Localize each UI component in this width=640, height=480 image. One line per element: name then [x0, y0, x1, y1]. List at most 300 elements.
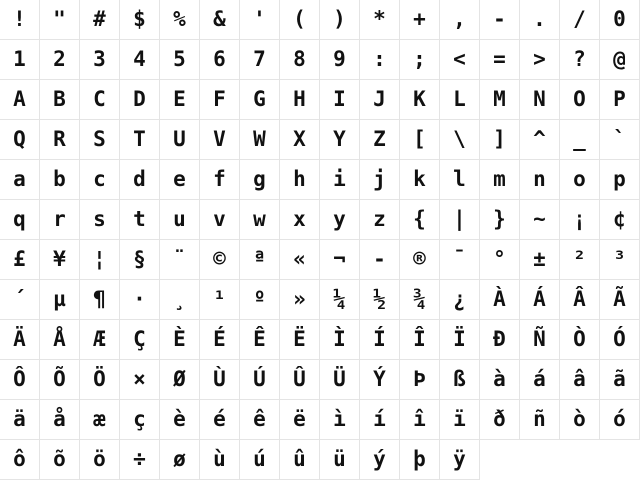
glyph-cell[interactable] — [280, 200, 320, 240]
glyph-label: ~ — [533, 207, 546, 231]
glyph-cell[interactable] — [560, 0, 600, 40]
glyph-label: Ù — [213, 367, 226, 391]
glyph-cell[interactable] — [160, 80, 200, 120]
glyph-cell[interactable] — [320, 360, 360, 400]
glyph-label: Â — [573, 287, 586, 311]
glyph-label: ; — [413, 47, 426, 71]
glyph-cell[interactable] — [360, 80, 400, 120]
glyph-label: ® — [413, 247, 426, 271]
glyph-cell[interactable] — [360, 200, 400, 240]
glyph-cell[interactable] — [40, 40, 80, 80]
glyph-cell[interactable] — [40, 360, 80, 400]
glyph-cell[interactable] — [560, 320, 600, 360]
glyph-cell[interactable] — [200, 360, 240, 400]
glyph-cell[interactable] — [120, 400, 160, 440]
glyph-cell[interactable] — [160, 240, 200, 280]
glyph-label: } — [493, 207, 506, 231]
glyph-cell[interactable] — [240, 80, 280, 120]
glyph-cell[interactable] — [280, 280, 320, 320]
glyph-cell[interactable] — [400, 0, 440, 40]
glyph-label: Ò — [573, 327, 586, 351]
glyph-cell[interactable] — [560, 400, 600, 440]
glyph-label: Å — [53, 327, 66, 351]
glyph-label: ° — [493, 247, 506, 271]
glyph-label: v — [213, 207, 226, 231]
glyph-cell[interactable] — [360, 440, 400, 480]
glyph-cell[interactable] — [160, 440, 200, 480]
glyph-cell[interactable] — [120, 200, 160, 240]
glyph-cell[interactable] — [400, 240, 440, 280]
glyph-cell[interactable] — [80, 400, 120, 440]
glyph-cell[interactable] — [600, 160, 640, 200]
glyph-cell[interactable] — [160, 40, 200, 80]
glyph-cell[interactable] — [520, 320, 560, 360]
glyph-cell[interactable] — [400, 400, 440, 440]
glyph-label: D — [133, 87, 146, 111]
glyph-cell[interactable] — [280, 40, 320, 80]
glyph-cell[interactable] — [440, 320, 480, 360]
glyph-cell[interactable] — [200, 280, 240, 320]
glyph-cell[interactable] — [520, 120, 560, 160]
glyph-cell[interactable] — [440, 440, 480, 480]
glyph-cell[interactable] — [480, 0, 520, 40]
glyph-label: X — [293, 127, 306, 151]
glyph-cell[interactable] — [280, 360, 320, 400]
glyph-cell[interactable] — [160, 280, 200, 320]
glyph-cell[interactable] — [0, 160, 40, 200]
glyph-label: s — [93, 207, 106, 231]
glyph-cell[interactable] — [520, 0, 560, 40]
glyph-cell[interactable] — [240, 360, 280, 400]
glyph-cell[interactable] — [360, 240, 400, 280]
glyph-label: ² — [573, 247, 586, 271]
glyph-cell[interactable] — [600, 200, 640, 240]
glyph-label: 0 — [613, 7, 626, 31]
glyph-label: q — [13, 207, 26, 231]
glyph-cell[interactable] — [440, 0, 480, 40]
glyph-label: B — [53, 87, 66, 111]
glyph-label: § — [133, 247, 146, 271]
glyph-cell[interactable] — [320, 400, 360, 440]
glyph-label: F — [213, 87, 226, 111]
glyph-cell[interactable] — [160, 400, 200, 440]
glyph-cell[interactable] — [480, 320, 520, 360]
glyph-label: k — [413, 167, 426, 191]
glyph-cell[interactable] — [600, 400, 640, 440]
glyph-cell[interactable] — [320, 120, 360, 160]
glyph-cell[interactable] — [240, 0, 280, 40]
glyph-label: > — [533, 47, 546, 71]
glyph-cell[interactable] — [560, 280, 600, 320]
glyph-cell[interactable] — [560, 240, 600, 280]
glyph-cell[interactable] — [360, 40, 400, 80]
glyph-cell[interactable] — [200, 0, 240, 40]
glyph-cell[interactable] — [0, 360, 40, 400]
glyph-label: © — [213, 247, 226, 271]
glyph-label: w — [253, 207, 266, 231]
glyph-cell[interactable] — [120, 120, 160, 160]
glyph-label: C — [93, 87, 106, 111]
glyph-label: Ã — [613, 287, 626, 311]
glyph-label: a — [13, 167, 26, 191]
glyph-label: × — [133, 367, 146, 391]
glyph-cell[interactable] — [440, 360, 480, 400]
glyph-cell[interactable] — [320, 160, 360, 200]
glyph-cell[interactable] — [280, 160, 320, 200]
glyph-cell[interactable] — [560, 40, 600, 80]
glyph-label: * — [373, 7, 386, 31]
glyph-cell[interactable] — [520, 80, 560, 120]
glyph-cell[interactable] — [600, 120, 640, 160]
glyph-cell[interactable] — [80, 120, 120, 160]
glyph-label: # — [93, 7, 106, 31]
glyph-cell[interactable] — [400, 360, 440, 400]
glyph-label: Ì — [333, 327, 346, 351]
glyph-label: ¥ — [53, 247, 66, 271]
glyph-cell[interactable] — [480, 120, 520, 160]
glyph-label: + — [413, 7, 426, 31]
glyph-label: 6 — [213, 47, 226, 71]
glyph-cell[interactable] — [280, 400, 320, 440]
glyph-cell[interactable] — [200, 120, 240, 160]
glyph-label: û — [293, 447, 306, 471]
glyph-label: ³ — [613, 247, 626, 271]
glyph-label: ý — [373, 447, 386, 471]
glyph-label: p — [613, 167, 626, 191]
glyph-label: Ñ — [533, 327, 546, 351]
glyph-cell[interactable] — [320, 280, 360, 320]
glyph-cell[interactable] — [440, 400, 480, 440]
glyph-label: ñ — [533, 407, 546, 431]
glyph-cell[interactable] — [40, 160, 80, 200]
glyph-cell[interactable] — [520, 200, 560, 240]
glyph-cell[interactable] — [520, 160, 560, 200]
glyph-cell[interactable] — [120, 240, 160, 280]
glyph-label: 5 — [173, 47, 186, 71]
glyph-cell[interactable] — [80, 360, 120, 400]
glyph-cell[interactable] — [560, 120, 600, 160]
glyph-label: j — [373, 167, 386, 191]
glyph-cell[interactable] — [200, 80, 240, 120]
glyph-cell[interactable] — [440, 40, 480, 80]
glyph-cell[interactable] — [600, 240, 640, 280]
glyph-cell[interactable] — [440, 200, 480, 240]
glyph-label: Ö — [93, 367, 106, 391]
glyph-label: % — [173, 7, 186, 31]
glyph-label: Y — [333, 127, 346, 151]
glyph-cell[interactable] — [120, 320, 160, 360]
glyph-label: ! — [13, 7, 26, 31]
glyph-cell[interactable] — [120, 280, 160, 320]
glyph-label: ? — [573, 47, 586, 71]
glyph-label: < — [453, 47, 466, 71]
glyph-label: ¹ — [213, 287, 226, 311]
glyph-cell[interactable] — [520, 360, 560, 400]
glyph-cell[interactable] — [240, 280, 280, 320]
glyph-cell[interactable] — [0, 400, 40, 440]
glyph-cell[interactable] — [560, 360, 600, 400]
glyph-cell[interactable] — [240, 120, 280, 160]
glyph-label: Z — [373, 127, 386, 151]
glyph-cell[interactable] — [440, 120, 480, 160]
glyph-label: g — [253, 167, 266, 191]
glyph-label: Õ — [53, 367, 66, 391]
glyph-label: ÿ — [453, 447, 466, 471]
glyph-label: d — [133, 167, 146, 191]
glyph-cell[interactable] — [480, 40, 520, 80]
glyph-cell[interactable] — [280, 440, 320, 480]
glyph-cell[interactable] — [240, 400, 280, 440]
glyph-label: l — [453, 167, 466, 191]
glyph-cell[interactable] — [160, 200, 200, 240]
glyph-cell[interactable] — [480, 360, 520, 400]
glyph-cell[interactable] — [0, 200, 40, 240]
glyph-label: » — [293, 287, 306, 311]
glyph-label: c — [93, 167, 106, 191]
glyph-label: u — [173, 207, 186, 231]
glyph-cell[interactable] — [440, 80, 480, 120]
glyph-label: ö — [93, 447, 106, 471]
glyph-cell[interactable] — [240, 40, 280, 80]
glyph-label: ^ — [533, 127, 546, 151]
glyph-cell[interactable] — [80, 200, 120, 240]
glyph-cell[interactable] — [400, 160, 440, 200]
glyph-label: 4 — [133, 47, 146, 71]
glyph-cell[interactable] — [120, 80, 160, 120]
glyph-cell[interactable] — [80, 280, 120, 320]
glyph-cell[interactable] — [560, 200, 600, 240]
glyph-label: ü — [333, 447, 346, 471]
glyph-label: ø — [173, 447, 186, 471]
glyph-label: µ — [53, 287, 66, 311]
glyph-cell[interactable] — [520, 40, 560, 80]
glyph-cell[interactable] — [360, 120, 400, 160]
glyph-cell[interactable] — [80, 440, 120, 480]
glyph-label: ] — [493, 127, 506, 151]
glyph-cell[interactable] — [480, 240, 520, 280]
glyph-cell[interactable] — [600, 320, 640, 360]
glyph-cell[interactable] — [40, 200, 80, 240]
glyph-label: r — [53, 207, 66, 231]
glyph-cell[interactable] — [80, 320, 120, 360]
glyph-cell[interactable] — [480, 280, 520, 320]
glyph-cell[interactable] — [360, 280, 400, 320]
glyph-label: e — [173, 167, 186, 191]
glyph-cell[interactable] — [320, 200, 360, 240]
glyph-label: ï — [453, 407, 466, 431]
glyph-cell[interactable] — [40, 0, 80, 40]
glyph-cell[interactable] — [80, 0, 120, 40]
glyph-label: º — [253, 287, 266, 311]
glyph-label: Í — [373, 327, 386, 351]
glyph-cell[interactable] — [280, 120, 320, 160]
glyph-cell[interactable] — [400, 80, 440, 120]
glyph-cell[interactable] — [520, 240, 560, 280]
glyph-cell[interactable] — [120, 40, 160, 80]
glyph-cell[interactable] — [0, 240, 40, 280]
glyph-cell[interactable] — [80, 40, 120, 80]
glyph-cell[interactable] — [320, 440, 360, 480]
glyph-label: " — [53, 7, 66, 31]
glyph-label: h — [293, 167, 306, 191]
glyph-cell[interactable] — [320, 320, 360, 360]
glyph-cell[interactable] — [40, 320, 80, 360]
glyph-cell[interactable] — [600, 80, 640, 120]
glyph-label: V — [213, 127, 226, 151]
glyph-label: ´ — [13, 287, 26, 311]
glyph-label: Û — [293, 367, 306, 391]
glyph-label: , — [453, 7, 466, 31]
glyph-label: . — [533, 7, 546, 31]
glyph-label: å — [53, 407, 66, 431]
glyph-label: f — [213, 167, 226, 191]
glyph-cell[interactable] — [240, 200, 280, 240]
glyph-cell[interactable] — [0, 120, 40, 160]
glyph-label: ¡ — [573, 207, 586, 231]
glyph-cell[interactable] — [480, 160, 520, 200]
glyph-label: 3 — [93, 47, 106, 71]
glyph-label: Ø — [173, 367, 186, 391]
glyph-cell[interactable] — [160, 320, 200, 360]
glyph-cell[interactable] — [240, 440, 280, 480]
glyph-cell[interactable] — [440, 240, 480, 280]
glyph-label: t — [133, 207, 146, 231]
glyph-cell[interactable] — [400, 320, 440, 360]
glyph-cell[interactable] — [40, 440, 80, 480]
glyph-cell[interactable] — [80, 80, 120, 120]
glyph-cell[interactable] — [280, 320, 320, 360]
glyph-cell[interactable] — [0, 80, 40, 120]
glyph-label: à — [493, 367, 506, 391]
glyph-label: È — [173, 327, 186, 351]
glyph-cell[interactable] — [480, 400, 520, 440]
glyph-label: þ — [413, 447, 426, 471]
glyph-cell[interactable] — [200, 440, 240, 480]
glyph-cell[interactable] — [240, 240, 280, 280]
glyph-cell[interactable] — [200, 200, 240, 240]
glyph-cell[interactable] — [0, 440, 40, 480]
glyph-label: R — [53, 127, 66, 151]
glyph-cell[interactable] — [320, 240, 360, 280]
glyph-cell[interactable] — [400, 200, 440, 240]
glyph-cell[interactable] — [600, 280, 640, 320]
glyph-label: A — [13, 87, 26, 111]
glyph-label: K — [413, 87, 426, 111]
glyph-label: Æ — [93, 327, 106, 351]
glyph-cell[interactable] — [120, 160, 160, 200]
glyph-cell[interactable] — [320, 0, 360, 40]
glyph-cell[interactable] — [440, 280, 480, 320]
glyph-cell[interactable] — [600, 360, 640, 400]
glyph-cell[interactable] — [520, 280, 560, 320]
glyph-cell[interactable] — [280, 240, 320, 280]
glyph-label: Ó — [613, 327, 626, 351]
glyph-label: ± — [533, 247, 546, 271]
glyph-cell[interactable] — [440, 160, 480, 200]
glyph-cell[interactable] — [280, 80, 320, 120]
glyph-cell[interactable] — [240, 320, 280, 360]
glyph-cell[interactable] — [80, 240, 120, 280]
glyph-cell[interactable] — [120, 360, 160, 400]
glyph-cell[interactable] — [40, 80, 80, 120]
glyph-label: - — [373, 247, 386, 271]
glyph-cell[interactable] — [400, 120, 440, 160]
glyph-label: « — [293, 247, 306, 271]
glyph-cell[interactable] — [200, 240, 240, 280]
glyph-label: N — [533, 87, 546, 111]
glyph-cell[interactable] — [560, 80, 600, 120]
glyph-cell[interactable] — [400, 40, 440, 80]
glyph-cell[interactable] — [120, 0, 160, 40]
glyph-cell[interactable] — [360, 320, 400, 360]
glyph-cell[interactable] — [520, 400, 560, 440]
glyph-label: Ä — [13, 327, 26, 351]
glyph-cell[interactable] — [280, 0, 320, 40]
glyph-label: E — [173, 87, 186, 111]
glyph-cell[interactable] — [200, 40, 240, 80]
glyph-label: ' — [253, 7, 266, 31]
glyph-cell[interactable] — [480, 80, 520, 120]
glyph-label: ë — [293, 407, 306, 431]
glyph-label: Q — [13, 127, 26, 151]
glyph-cell[interactable] — [120, 440, 160, 480]
glyph-cell[interactable] — [0, 40, 40, 80]
glyph-label: ¾ — [413, 287, 426, 311]
glyph-cell[interactable] — [360, 0, 400, 40]
glyph-label: ¸ — [173, 287, 186, 311]
glyph-cell[interactable] — [160, 120, 200, 160]
glyph-cell[interactable] — [160, 360, 200, 400]
glyph-label: U — [173, 127, 186, 151]
glyph-label: £ — [13, 247, 26, 271]
glyph-cell[interactable] — [40, 400, 80, 440]
glyph-label: Ô — [13, 367, 26, 391]
glyph-label: : — [373, 47, 386, 71]
glyph-cell[interactable] — [400, 440, 440, 480]
glyph-cell[interactable] — [480, 200, 520, 240]
glyph-label: ð — [493, 407, 506, 431]
glyph-cell[interactable] — [240, 160, 280, 200]
glyph-cell[interactable] — [40, 280, 80, 320]
glyph-label: 2 — [53, 47, 66, 71]
glyph-cell[interactable] — [600, 40, 640, 80]
glyph-cell[interactable] — [360, 400, 400, 440]
glyph-cell[interactable] — [40, 120, 80, 160]
glyph-label: Ë — [293, 327, 306, 351]
glyph-cell[interactable] — [40, 240, 80, 280]
glyph-label: x — [293, 207, 306, 231]
glyph-cell[interactable] — [160, 160, 200, 200]
glyph-cell[interactable] — [200, 160, 240, 200]
glyph-label: n — [533, 167, 546, 191]
glyph-cell[interactable] — [320, 40, 360, 80]
glyph-cell[interactable] — [80, 160, 120, 200]
glyph-cell[interactable] — [320, 80, 360, 120]
glyph-cell[interactable] — [200, 320, 240, 360]
glyph-cell[interactable] — [560, 160, 600, 200]
glyph-cell[interactable] — [0, 280, 40, 320]
glyph-cell[interactable] — [0, 320, 40, 360]
glyph-cell[interactable] — [360, 360, 400, 400]
glyph-cell[interactable] — [200, 400, 240, 440]
glyph-cell[interactable] — [160, 0, 200, 40]
glyph-cell[interactable] — [360, 160, 400, 200]
glyph-label: ã — [613, 367, 626, 391]
glyph-label: É — [213, 327, 226, 351]
glyph-cell[interactable] — [400, 280, 440, 320]
glyph-cell[interactable] — [0, 0, 40, 40]
glyph-cell[interactable] — [600, 0, 640, 40]
